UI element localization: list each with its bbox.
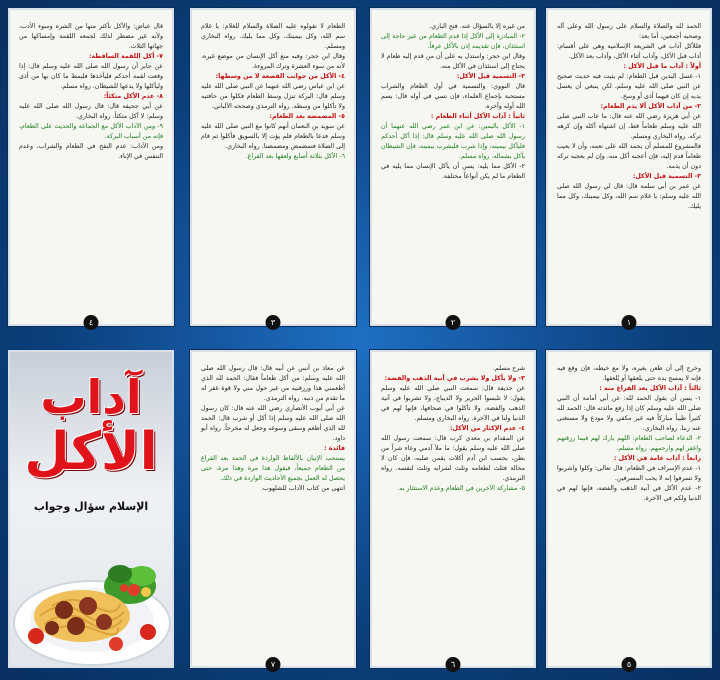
paragraph: ٦- الأكل بثلاثة أصابع ولعقها بعد الفراغ. <box>245 153 345 160</box>
paragraph: عن أبي جحيفة قال: قال رسول الله صلى الله عليه وسلم: لا آكل متكئاً. رواه البخاري. <box>19 103 163 120</box>
paragraph: قال النووي: والتسمية في أول الطعام والشراب مستحبة بإجماع العلماء، فإن نسي في أوله قال: بسم الله أوله وآخره. <box>381 83 525 110</box>
paragraph: ٥- مشاركة الآخرين في الطعام وعدم الاستئثار به. <box>397 485 525 492</box>
paragraph: عن ابن عباس رضي الله عنهما عن النبي صلى الله عليه وسلم قال: البركة تنزل وسط الطعام فكلوا من حافتيه ولا تأكلوا من وسطه. رواه الترمذي وصححه الألباني. <box>201 83 345 110</box>
page-5 <box>546 350 712 668</box>
cover-subtitle: الإسلام سؤال وجواب <box>33 500 149 513</box>
paragraph: عن حذيفة قال: سمعت النبي صلى الله عليه وسلم يقول: لا تلبسوا الحرير ولا الديباج، ولا تشربوا في آنية الذهب والفضة، ولا تأكلوا في صحافها، فإنها لهم في الدنيا ولنا في الآخرة. رواه البخاري ومسلم. <box>381 385 525 422</box>
paragraph: يستحب الإتيان بالألفاظ الواردة في الحمد بعد الفراغ من الطعام جميعاً، فيقول هذا مرة وهذا مرة، حتى يحصل له العمل بجميع الأحاديث الواردة في ذلك. <box>201 455 345 482</box>
section-heading: ثالثاً : آداب الأكل بعد الفراغ منه : <box>599 385 701 392</box>
spaghetti-plate-icon <box>12 528 172 668</box>
paragraph: ٢- المبادرة إلى الأكل إذا قدم الطعام من غير حاجة إلى استئذان، فإن تقديمه إذن بالأكل عرفاً. <box>381 33 525 50</box>
paragraph: ١- عدم الإسراف في الطعام: قال تعالى: وكلوا واشربوا ولا تسرفوا إنه لا يحب المسرفين. <box>557 465 701 482</box>
page-4 <box>8 8 174 326</box>
paragraph: عن سويد بن النعمان أنهم كانوا مع النبي صلى الله عليه وسلم فدعا بالطعام فلم يؤت إلا بالسويق فأكلوا ثم قام إلى الصلاة فتمضمض ومضمضنا. رواه البخاري. <box>201 123 345 150</box>
page-1 <box>546 8 712 326</box>
paragraph: ١- يسن أن يقول الحمد لله: عن أبي أمامة أن النبي صلى الله عليه وسلم كان إذا رفع مائدته قال: الحمد لله كثيراً طيباً مباركاً فيه غير مكفي ولا مودع ولا مستغنى عنه ربنا. رواه البخاري. <box>557 395 701 432</box>
paragraph: وخرج إلى أن طعن بغيره، ولا مع خيطه، فإن وقع فيه فإنه لا يمسح يده حتى يلعقها أو يُلعقها. <box>557 365 701 382</box>
section-heading: ٤- الأكل من جوانب القصعة لا من وسطها: <box>215 73 345 80</box>
section-heading: ٥- المضمضة بعد الطعام: <box>269 113 345 120</box>
cover-title-line2: الأكل <box>24 422 158 482</box>
page-number-2: ٢ <box>446 315 461 330</box>
page-number-5: ٥ <box>622 657 637 672</box>
paragraph: عن عمر بن أبي سلمة قال: قال لي رسول الله صلى الله عليه وسلم: يا غلام سم الله، وكل بيمينك، وكل مما يليك. <box>557 183 701 210</box>
paragraph: شرح مسلم. <box>492 365 525 372</box>
paragraph: عن أبي هريرة رضي الله عنه قال: ما عاب النبي صلى الله عليه وسلم طعاماً قط، إن اشتهاه أكله وإن كرهه تركه. رواه البخاري ومسلم. <box>557 113 701 140</box>
paragraph: فللأكل آداب في الشريعة الإسلامية وهي على أقسام: آداب قبل الأكل، وآداب أثناء الأكل، وآداب بعد الأكل. <box>557 43 701 60</box>
section-heading: فائدة : <box>324 445 345 452</box>
page-number-6: ٦ <box>446 657 461 672</box>
paragraph: ١- الأكل باليمين: عن ابن عمر رضي الله عنهما أن رسول الله صلى الله عليه وسلم قال: إذا أكل أحدكم فليأكل بيمينه، وإذا شرب فليشرب بيمينه، فإن الشيطان يأكل بشماله. رواه مسلم. <box>381 123 525 160</box>
paragraph: وقال ابن حجر: وفيه منع أكل الإنسان من موضع غيره، لأنه من سوء العشرة وترك المروءة. <box>201 53 345 70</box>
page-3 <box>190 8 356 326</box>
paragraph: ٢- الدعاء لصاحب الطعام: اللهم بارك لهم فيما رزقتهم واغفر لهم وارحمهم. رواه مسلم. <box>557 435 701 452</box>
paragraph: الحمد لله والصلاة والسلام على رسول الله وعلى آله وصحبه أجمعين، أما بعد: <box>557 23 701 40</box>
section-heading: ٤- عدم الإكثار من الأكل: <box>449 425 525 432</box>
page-number-7: ٧ <box>266 657 281 672</box>
section-heading: ثانياً : آداب الأكل أثناء الطعام : <box>430 113 525 120</box>
section-heading: ٣- التسمية قبل الأكل: <box>632 173 701 180</box>
paragraph: ١- غسل اليدين قبل الطعام: لم يثبت فيه حديث صحيح عن النبي صلى الله عليه وسلم، لكن ينبغي أن يغسل يديه إن كان فيهما أذى أو وسخ. <box>557 73 701 100</box>
paragraph: انتهى من كتاب الآداب للشلهوب. <box>260 485 345 492</box>
page-7 <box>190 350 356 668</box>
cover-page <box>8 350 174 668</box>
section-heading: أولاً : آداب ما قبل الأكل : <box>623 63 701 70</box>
paragraph: ٩- ومن الآداب الأكل مع الجماعة والحديث على الطعام، فإنه من أسباب البركة. <box>19 123 163 140</box>
section-heading: رابعاً : آداب عامة في الأكل : <box>613 455 701 462</box>
paragraph: عن معاذ بن أنس عن أبيه قال: قال رسول الله صلى الله عليه وسلم: من أكل طعاماً فقال: الحمد لله الذي أطعمني هذا ورزقنيه من غير حول مني ولا قوة غفر له ما تقدم من ذنبه. رواه الترمذي. <box>201 365 345 402</box>
page-number-3: ٣ <box>266 315 281 330</box>
paragraph: عن أبي أيوب الأنصاري رضي الله عنه قال: كان رسول الله صلى الله عليه وسلم إذا أكل أو شرب قال: الحمد لله الذي أطعم وسقى وسوغه وجعل له مخرجاً. رواه أبو داود. <box>201 405 345 442</box>
paragraph: الطعام لا تقولوه عليه الصلاة والسلام للغلام: يا غلام سم الله، وكل بيمينك، وكل مما يليك. رواه البخاري ومسلم. <box>201 23 345 50</box>
cover-title-line1: آداب <box>40 370 142 424</box>
section-heading: ٢- من آداب الأكل ألا يذم الطعام: <box>600 103 701 110</box>
paragraph: عن المقدام بن معدي كرب قال: سمعت رسول الله صلى الله عليه وسلم يقول: ما ملأ آدمي وعاء شراً من بطن، بحسب ابن آدم أكلات يقمن صلبه، فإن كان لا محالة فثلث لطعامه وثلث لشرابه وثلث لنفسه. رواه الترمذي. <box>381 435 525 482</box>
paragraph: قال عياض: والأكل بأكثر منها من الشره وسوء الأدب، ولأنه غير مضطر لذلك لجمعه اللقمة وإمساكها من جهاتها الثلاث. <box>19 23 163 50</box>
page-number-1: ١ <box>622 315 637 330</box>
paragraph: ٢- الأكل مما يليه: يسن أن يأكل الإنسان مما يليه في الطعام ما لم يكن أنواعاً مختلفة. <box>381 163 525 180</box>
section-heading: ٣- التسمية قبل الأكل: <box>456 73 525 80</box>
paragraph: من غيره إلا بالسؤال عنه. فتح الباري. <box>429 23 525 30</box>
paragraph: وقال ابن حجر: واستدل به على أن من قدم إليه طعام لا يحتاج إلى استئذان في الأكل منه. <box>381 53 525 70</box>
paragraph: عن جابر أن رسول الله صلى الله عليه وسلم قال: إذا وقعت لقمة أحدكم فليأخذها فليمط ما كان بها من أذى وليأكلها ولا يدعها للشيطان. رواه مسلم. <box>19 63 163 90</box>
page-2 <box>370 8 536 326</box>
paragraph: فالمشروع للمسلم أن يحمد الله على نعمه، وأن لا يعيب طعاماً قدم إليه، فإن أعجبه أكل منه، وإن لم يعجبه تركه دون أن يذمه. <box>557 143 701 170</box>
paragraph: ومن الأداب: عدم النفخ في الطعام والشراب، وعدم التنفس في الإناء. <box>19 143 163 160</box>
section-heading: ٨- عدم الأكل متكئاً: <box>103 93 163 100</box>
section-heading: ٣- ولا يأكل ولا يشرب في آنية الذهب والفضة: <box>384 375 525 382</box>
page-number-4: ٤ <box>84 315 99 330</box>
section-heading: ٧- أكل اللقمة الساقطة: <box>88 53 163 60</box>
paragraph: ٢- عدم الأكل في آنية الذهب والفضة، فإنها لهم في الدنيا ولكم في الآخرة. <box>557 485 701 502</box>
page-6 <box>370 350 536 668</box>
